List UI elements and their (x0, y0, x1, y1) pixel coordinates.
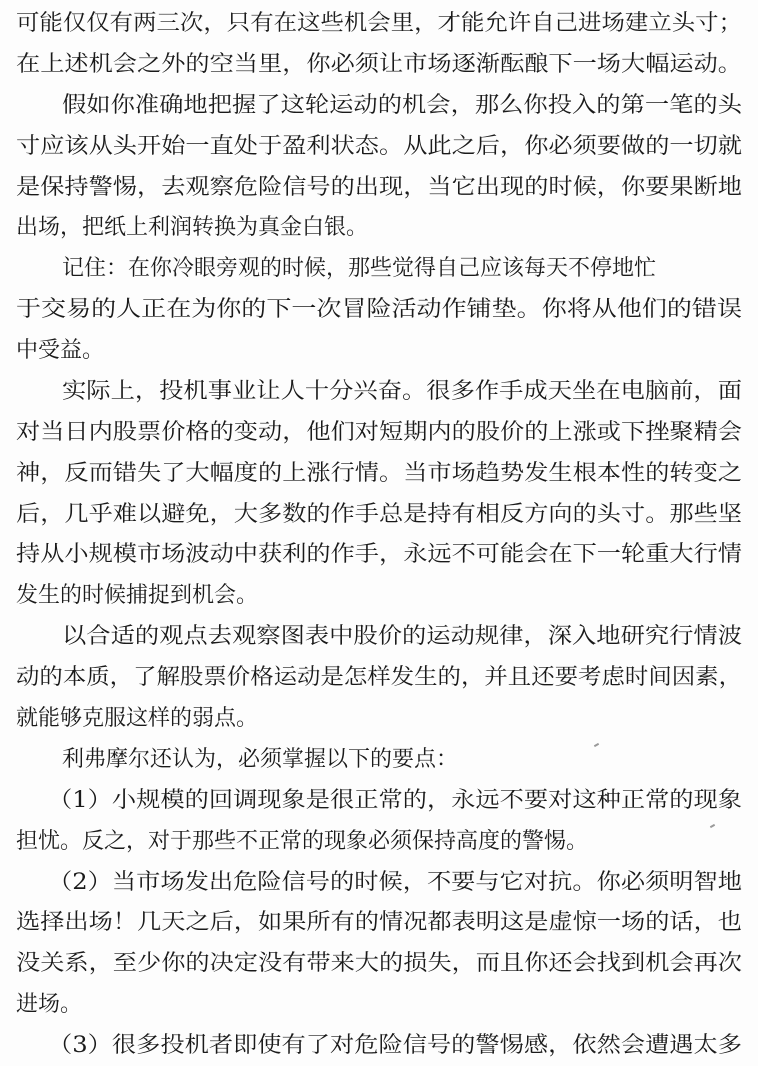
line-text: 在上述机会之外的空当里，你必须让市场逐渐酝酿下一场大幅运动。 (16, 51, 743, 77)
text-line (0, 249, 758, 289)
line-text: （2）当市场发出危险信号的时候，不要与它对抗。你必须明智地 (48, 869, 743, 895)
text-line (0, 740, 758, 780)
line-text: 实际上，投机事业让人十分兴奋。很多作手成天坐在电脑前，面 (62, 378, 743, 404)
line-text: 利弗摩尔还认为，必须掌握以下的要点： (62, 746, 459, 772)
text-line (0, 208, 758, 248)
text-line (0, 863, 758, 903)
text-line (0, 4, 758, 44)
text-line (0, 781, 758, 821)
text-line (0, 372, 758, 412)
text-line (0, 127, 758, 167)
line-text: 是保持警惕，去观察危险信号的出现，当它出现的时候，你要果断地 (16, 174, 743, 200)
line-text: 中受益。 (16, 338, 105, 363)
line-text: 神，反而错失了大幅度的上涨行情。当市场趋势发生根本性的转变之 (16, 460, 743, 486)
text-line (0, 944, 758, 984)
text-line (0, 86, 758, 126)
line-text: 以合适的观点去观察图表中股价的运动规律，深入地研究行情波 (62, 624, 743, 650)
text-line (0, 576, 758, 616)
line-text: 假如你准确地把握了这轮运动的机会，那么你投入的第一笔的头 (62, 92, 743, 118)
line-text: 可能仅仅有两三次，只有在这些机会里，才能允许自己进场建立头寸； (16, 11, 743, 36)
text-line (0, 822, 758, 862)
text-line (0, 413, 758, 453)
text-line (0, 699, 758, 739)
line-text: 动的本质，了解股票价格运动是怎样发生的，并且还要考虑时间因素， (16, 665, 743, 691)
text-line (0, 168, 758, 208)
line-text: 发生的时候捕捉到机会。 (16, 583, 259, 609)
line-text: （1）小规模的回调现象是很正常的，永远不要对这种正常的现象 (48, 787, 743, 813)
line-text: 寸应该从头开始一直处于盈利状态。从此之后，你必须要做的一切就 (16, 133, 743, 159)
text-line (0, 495, 758, 535)
text-line (0, 1026, 758, 1066)
line-text: 记住：在你冷眼旁观的时候，那些觉得自己应该每天不停地忙 (62, 256, 657, 282)
text-line (0, 658, 758, 698)
text-line (0, 617, 758, 657)
line-text: 对当日内股票价格的变动，他们对短期内的股价的上涨或下挫聚精会 (16, 419, 743, 445)
line-text: 就能够克服这样的弱点。 (16, 706, 259, 731)
line-text: 后，几乎难以避免，大多数的作手总是持有相反方向的头寸。那些坚 (16, 501, 743, 527)
line-text: 担忧。反之，对于那些不正常的现象必须保持高度的警惕。 (16, 828, 589, 854)
line-text: 于交易的人正在为你的下一次冒险活动作铺垫。你将从他们的错误 (16, 297, 742, 323)
line-text: 出场，把纸上利润转换为真金白银。 (16, 215, 369, 241)
text-line (0, 331, 758, 371)
line-text: （3）很多投机者即使有了对危险信号的警惕感，依然会遭遇太多 (48, 1033, 743, 1058)
line-text: 持从小规模市场波动中获利的作手，永远不可能会在下一轮重大行情 (16, 542, 743, 568)
text-line (0, 290, 758, 330)
line-text: 没关系，至少你的决定没有带来大的损失，而且你还会找到机会再次 (16, 951, 743, 977)
text-line (0, 454, 758, 494)
text-line (0, 45, 758, 85)
line-text: 进场。 (16, 992, 83, 1018)
text-line (0, 985, 758, 1025)
text-line (0, 535, 758, 575)
text-line (0, 903, 758, 943)
line-text: 选择出场！几天之后，如果所有的情况都表明这是虚惊一场的话，也 (16, 910, 743, 936)
